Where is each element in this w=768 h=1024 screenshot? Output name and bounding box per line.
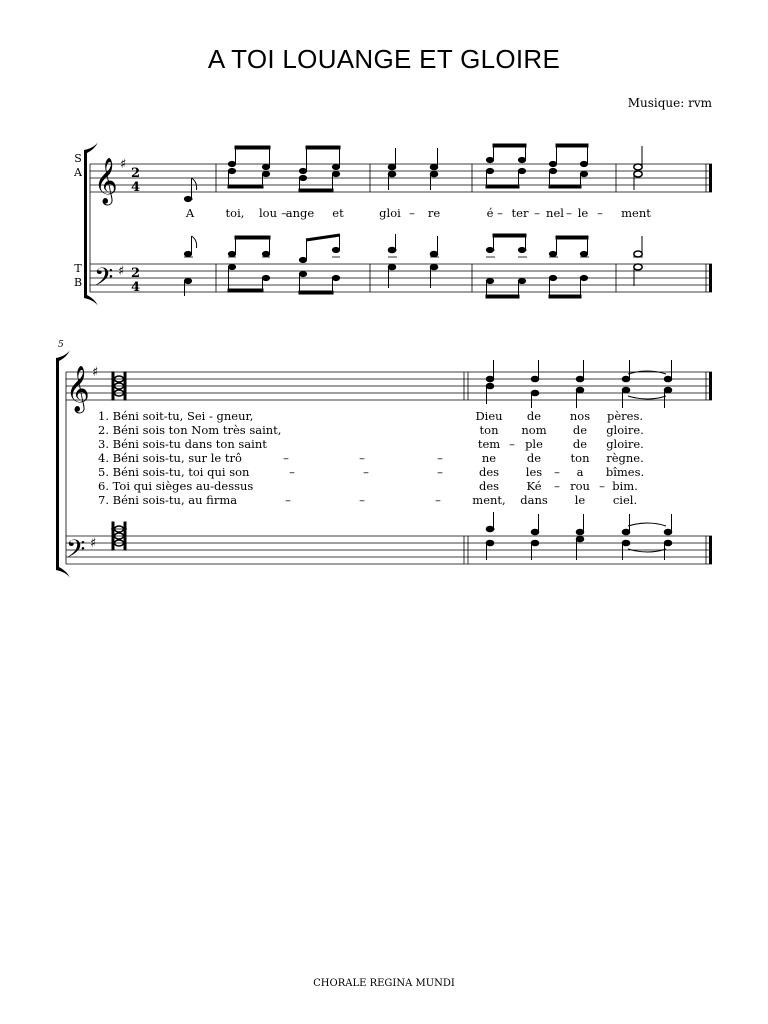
lyric-syllable: ange — [285, 206, 315, 220]
voice-label-bass: B — [73, 276, 83, 289]
bass-clef-icon: 𝄢 — [66, 535, 86, 570]
verse-end-word: règne. — [606, 451, 644, 465]
verse-end-word: Dieu — [475, 409, 503, 423]
lyric-syllable: nel — [546, 206, 564, 220]
verse-end-word: des — [478, 465, 500, 479]
lyric-hyphen: – — [409, 206, 415, 220]
treble-staff-system1 — [90, 164, 712, 192]
verse-line: 1. Béni soit-tu, Sei - gneur, — [98, 409, 254, 423]
system-bracket — [56, 142, 98, 578]
lyric-hyphen: – — [363, 465, 369, 479]
bass-staff-system1 — [90, 264, 712, 292]
sharp-icon: ♯ — [118, 264, 125, 279]
lyric-hyphen: – — [554, 465, 560, 479]
lyric-hyphen: – — [435, 493, 441, 507]
verse-line: 7. Béni sois-tu, au firma — [98, 493, 238, 507]
verse-line: 6. Toi qui sièges au-dessus — [98, 479, 254, 493]
lyric-syllable: ment — [621, 206, 651, 220]
verse-end-word: de — [572, 423, 588, 437]
voice-label-tenor: T — [74, 262, 82, 275]
lyric-syllable: A — [185, 206, 195, 220]
treble-staff-system2 — [66, 372, 712, 400]
verse-end-word: a — [576, 465, 584, 479]
lyric-hyphen: – — [359, 451, 365, 465]
verse-end-word: le — [574, 493, 586, 507]
treble-clef-icon: 𝄞 — [94, 158, 118, 204]
sharp-icon: ♯ — [92, 365, 99, 380]
verse-end-word: bim. — [612, 479, 638, 493]
verse-end-word: ple — [525, 437, 543, 451]
verse-end-word: de — [526, 451, 542, 465]
verse-end-word: rou — [570, 479, 590, 493]
verse-end-word: ciel. — [612, 493, 638, 507]
svg-text:4: 4 — [131, 180, 141, 195]
lyric-syllable: lou — [258, 206, 278, 220]
verse-end-word: ton — [570, 451, 590, 465]
svg-text:2: 2 — [131, 166, 141, 181]
lyric-hyphen: – — [283, 451, 289, 465]
lyric-hyphen: – — [285, 493, 291, 507]
sharp-icon: ♯ — [120, 157, 127, 172]
verse-line: 4. Béni sois-tu, sur le trô — [98, 451, 242, 465]
verse-end-word: tem — [477, 437, 501, 451]
bass-clef-icon: 𝄢 — [94, 263, 114, 298]
measure-number: 5 — [58, 340, 64, 350]
verse-end-word: nos — [569, 409, 591, 423]
bass-staff-system2 — [66, 536, 712, 564]
voice-label-alto: A — [74, 166, 82, 179]
time-signature — [131, 166, 140, 295]
verse-line: 3. Béni sois-tu dans ton saint — [98, 437, 267, 451]
lyric-syllable: toi, — [225, 206, 245, 220]
verse-end-word: de — [526, 409, 542, 423]
verse-end-word: Ké — [526, 479, 542, 493]
verse-end-word: dans — [520, 493, 548, 507]
lyric-syllable: é — [486, 206, 494, 220]
lyric-hyphen: – — [566, 206, 572, 220]
svg-text:4: 4 — [131, 280, 141, 295]
lyric-hyphen: – — [437, 451, 443, 465]
lyric-hyphen: – — [554, 479, 560, 493]
lyric-syllable: le — [577, 206, 589, 220]
composer-credit: Musique: rvm — [627, 96, 712, 110]
verse-line: 5. Béni sois-tu, toi qui son — [98, 465, 250, 479]
lyric-hyphen: – — [509, 437, 515, 451]
lyric-hyphen: – — [359, 493, 365, 507]
verse-end-word: nom — [521, 423, 547, 437]
lyric-syllable: gloi — [379, 206, 401, 220]
lyric-syllable: re — [427, 206, 441, 220]
verse-end-word: bîmes. — [605, 465, 645, 479]
lyric-hyphen: – — [281, 206, 287, 220]
upper-voices-system1 — [184, 144, 642, 202]
verse-end-word: de — [572, 437, 588, 451]
verse-line: 2. Béni sois ton Nom très saint, — [98, 423, 282, 437]
verse-end-word: pères. — [606, 409, 644, 423]
lyric-syllable: ter — [511, 206, 529, 220]
verse-end-word: gloire. — [606, 437, 644, 451]
voice-label-soprano: S — [74, 152, 82, 165]
lyric-hyphen: – — [599, 479, 605, 493]
lyric-syllable: et — [332, 206, 344, 220]
upper-voices-system2 — [112, 360, 672, 408]
verse-end-word: ton — [479, 423, 499, 437]
footer-credit: CHORALE REGINA MUNDI — [313, 978, 455, 989]
lyric-hyphen: – — [437, 465, 443, 479]
lyric-hyphen: – — [597, 206, 603, 220]
sharp-icon: ♯ — [90, 536, 97, 551]
lyric-hyphen: – — [534, 206, 540, 220]
lyric-hyphen: – — [289, 465, 295, 479]
treble-clef-icon: 𝄞 — [66, 366, 90, 412]
verse-end-word: ment, — [472, 493, 506, 507]
lyric-hyphen: – — [497, 206, 503, 220]
lower-voices-system1 — [184, 234, 643, 298]
verse-end-word: les — [525, 465, 543, 479]
verse-end-word: gloire. — [606, 423, 644, 437]
verse-end-word: des — [478, 479, 500, 493]
piece-title: A TOI LOUANGE ET GLOIRE — [207, 44, 561, 74]
verse-end-word: ne — [481, 451, 497, 465]
svg-text:2: 2 — [131, 266, 141, 281]
